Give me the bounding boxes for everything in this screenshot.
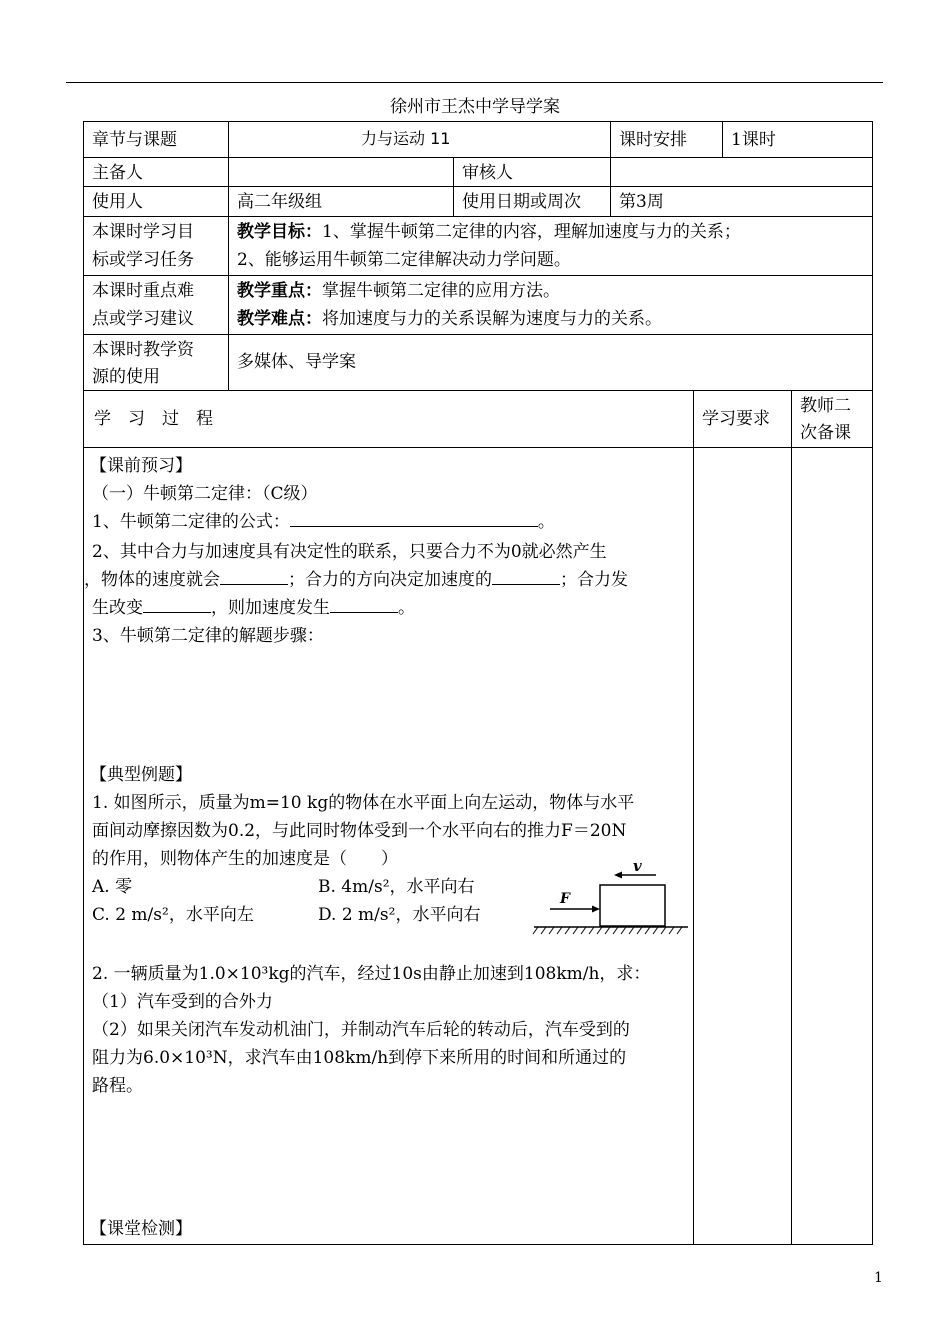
schedule-label-cell <box>610 121 723 158</box>
preview-section-title: 【课前预习】 <box>90 456 192 476</box>
date-label: 使用日期或周次 <box>462 192 581 212</box>
preview-q1-text: 1、牛顿第二定律的公式： <box>92 512 290 532</box>
goal-text-1: 1、掌握牛顿第二定律的内容，理解加速度与力的关系； <box>322 222 741 242</box>
user-value-cell <box>228 186 454 217</box>
direction-blank[interactable] <box>492 584 560 585</box>
example2-line-3: （2）如果关闭汽车发动机油门，并制动汽车后轮的转动后，汽车受到的 <box>92 1020 630 1040</box>
preview-q2-line-3 <box>92 597 415 619</box>
resource-label-line-1: 本课时教学资 <box>92 340 194 360</box>
goal-label-line-2: 标或学习任务 <box>92 250 194 270</box>
author-label-cell <box>83 157 229 187</box>
key-content-cell <box>228 275 873 335</box>
accel-change-blank[interactable] <box>330 612 398 613</box>
preview-q1-end: 。 <box>537 512 555 532</box>
example1-line-1: 1. 如图所示，质量为m=10 kg的物体在水平面上向左运动，物体与水平 <box>92 793 635 813</box>
author-label: 主备人 <box>92 163 143 183</box>
goal-line-1 <box>237 217 741 247</box>
example2-line-2: （1）汽车受到的合外力 <box>92 992 273 1012</box>
examples-section-title: 【典型例题】 <box>90 765 192 785</box>
key-title: 教学重点： <box>237 281 322 301</box>
example2-line-4: 阻力为6.0×10³N，求汽车由108km/h到停下来所用的时间和所通过的 <box>92 1048 627 1068</box>
difficulty-text: 将加速度与力的关系误解为速度与力的关系。 <box>322 309 662 329</box>
user-value: 高二年级组 <box>237 192 322 212</box>
formula-blank[interactable] <box>290 526 538 527</box>
user-label-cell <box>83 186 229 217</box>
date-value-cell <box>610 186 873 217</box>
difficulty-line <box>237 304 662 334</box>
schedule-label: 课时安排 <box>619 130 687 150</box>
preview-q3: 3、牛顿第二定律的解题步骤： <box>92 626 324 646</box>
chapter-label-cell <box>83 121 229 158</box>
goal-title: 教学目标： <box>237 222 322 242</box>
schedule-value: 1课时 <box>731 130 776 150</box>
preview-q2-text-2: ；合力的方向决定加速度的 <box>288 570 492 590</box>
preview-subtitle: （一）牛顿第二定律：（C级） <box>92 484 318 504</box>
change-blank[interactable] <box>143 612 211 613</box>
chapter-value-cell <box>228 121 611 158</box>
schedule-value-cell <box>722 121 873 158</box>
author-value-cell <box>228 157 454 187</box>
reviewer-label: 审核人 <box>462 163 513 183</box>
velocity-arrow-head <box>614 872 622 879</box>
chapter-value: 力与运动 11 <box>361 129 451 148</box>
preview-q2-line-1: 2、其中合力与加速度具有决定性的联系，只要合力不为0就必然产生 <box>92 542 607 562</box>
top-rule <box>66 82 883 83</box>
example1-line-3: 的作用，则物体产生的加速度是（ ） <box>92 849 398 869</box>
process-header-cell <box>83 390 694 448</box>
requirement-body-cell <box>693 447 792 1245</box>
resource-label-cell <box>83 334 229 391</box>
key-label-cell <box>83 275 229 335</box>
key-label-line-1: 本课时重点难 <box>92 281 194 301</box>
velocity-label: v <box>633 857 642 875</box>
force-label: F <box>560 891 570 907</box>
resource-label-line-2: 源的使用 <box>92 367 160 387</box>
example2-line-1: 2. 一辆质量为1.0×10³kg的汽车，经过10s由静止加速到108km/h，求： <box>92 964 651 984</box>
key-text: 掌握牛顿第二定律的应用方法。 <box>322 281 560 301</box>
example1-line-2: 面间动摩擦因数为0.2，与此同时物体受到一个水平向右的推力F＝20N <box>92 821 627 841</box>
backup-header-line-2: 次备课 <box>800 423 851 443</box>
document-title: 徐州市王杰中学导学案 <box>390 97 560 117</box>
key-line <box>237 276 560 306</box>
preview-q2-text-6: 。 <box>398 598 415 618</box>
resource-value-cell <box>228 334 873 391</box>
goal-label-line-1: 本课时学习目 <box>92 222 194 242</box>
page-number: 1 <box>874 1270 883 1286</box>
requirement-header-cell <box>693 390 792 448</box>
process-body-cell <box>83 447 694 1245</box>
goal-line-2: 2、能够运用牛顿第二定律解决动力学问题。 <box>237 250 571 270</box>
check-section-title: 【课堂检测】 <box>90 1219 192 1239</box>
preview-q2-text-1: ，物体的速度就会 <box>84 570 220 590</box>
reviewer-value-cell <box>610 157 873 187</box>
preview-q2-text-4: 生改变 <box>92 598 143 618</box>
backup-header-line-1: 教师二 <box>800 396 851 416</box>
option-a: A. 零 <box>92 877 133 897</box>
user-label: 使用人 <box>92 192 143 212</box>
process-header: 学 习 过 程 <box>94 409 213 429</box>
goal-content-cell <box>228 216 873 276</box>
reviewer-label-cell <box>453 157 611 187</box>
key-label-line-2: 点或学习建议 <box>92 309 194 329</box>
velocity-blank[interactable] <box>220 584 288 585</box>
resource-value: 多媒体、导学案 <box>237 352 356 372</box>
option-c: C. 2 m/s²，水平向左 <box>92 905 254 925</box>
force-diagram <box>530 852 690 940</box>
option-b: B. 4m/s²，水平向右 <box>318 877 475 897</box>
preview-q2-line-2 <box>84 569 628 591</box>
preview-q1 <box>92 511 555 533</box>
date-value: 第3周 <box>619 192 664 212</box>
ground-hatch <box>533 927 682 934</box>
difficulty-title: 教学难点： <box>237 309 322 329</box>
preview-q2-text-3: ；合力发 <box>560 570 628 590</box>
goal-label-cell <box>83 216 229 276</box>
preview-q2-text-5: ，则加速度发生 <box>211 598 330 618</box>
backup-body-cell <box>791 447 873 1245</box>
option-d: D. 2 m/s²，水平向右 <box>318 905 481 925</box>
date-label-cell <box>453 186 611 217</box>
block-shape <box>600 885 665 926</box>
example2-line-5: 路程。 <box>92 1076 143 1096</box>
chapter-label: 章节与课题 <box>92 130 177 150</box>
force-arrow-head <box>592 906 600 913</box>
backup-header-cell <box>791 390 873 448</box>
requirement-header: 学习要求 <box>702 409 770 429</box>
